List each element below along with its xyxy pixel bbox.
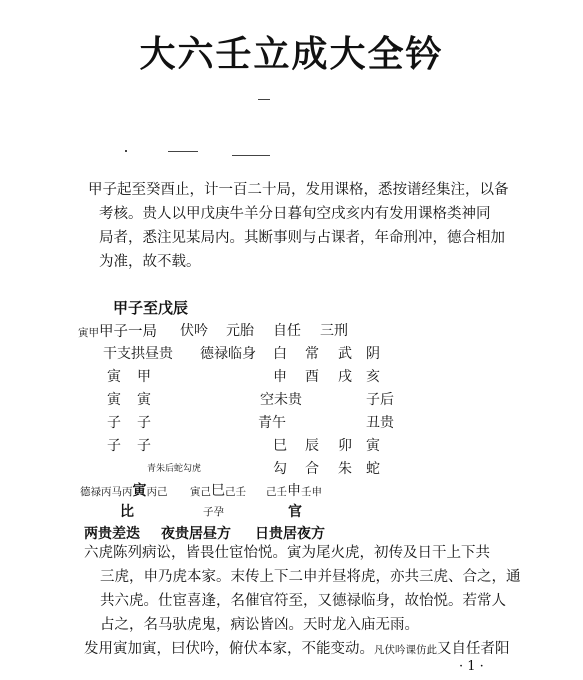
row1-mid: 德禄临身 — [200, 346, 256, 362]
book-title: 大六壬立成大全钤 — [139, 34, 444, 75]
ju-name: 甲子一局 — [99, 324, 157, 340]
body-line-2: 三虎，申乃虎本家。末传上下二申并昼将虎，亦共三虎、合之，通 — [100, 569, 521, 585]
row1-left: 干支拱昼贵 — [103, 346, 173, 362]
scan-mark — [258, 99, 270, 100]
ju-tag: 三刑 — [320, 323, 348, 339]
ju-tag: 元胎 — [226, 323, 254, 339]
ju-prefix: 寅甲 — [78, 327, 99, 339]
row1-cell: 阴 — [366, 346, 380, 362]
intro-line-1: 甲子起至癸酉止，计一百二十局，发用课格，悉按谱经集注，以备 — [88, 182, 509, 198]
body-last-main: 发用寅加寅，曰伏吟，俯伏本家，不能变动。 — [84, 641, 374, 657]
row7-e: 巳 — [211, 483, 225, 499]
row2-cell: 申 — [273, 369, 287, 385]
row1-cell: 常 — [305, 346, 319, 362]
row3-right: 子后 — [366, 392, 394, 408]
row5-cell: 巳 — [273, 438, 287, 454]
row5-cell: 辰 — [305, 438, 319, 454]
row1-cell: 武 — [338, 346, 352, 362]
row6-small: 青朱后蛇勾虎 — [147, 464, 202, 474]
row8-b: 子孕 — [203, 506, 224, 518]
row6-cell: 勾 — [273, 461, 287, 477]
row9-c: 日贵居夜方 — [255, 526, 325, 542]
row7-a: 德禄丙马丙 — [80, 486, 133, 498]
row8-a: 比 — [120, 504, 134, 520]
body-last-tail: 又自任者阳 — [437, 641, 510, 657]
row9-a: 两贵差迭 — [84, 526, 140, 542]
page-number: · 1 · — [459, 659, 484, 674]
row7-d: 寅己 — [190, 486, 211, 498]
body-last-small: 凡伏吟课仿此 — [374, 644, 437, 656]
body-line-1: 六虎陈列病讼，皆畏仕宦怡悦。寅为尾火虎，初传及日干上下共 — [84, 545, 490, 561]
ju-tag: 伏吟 — [180, 323, 208, 339]
row3-mid: 空未贵 — [260, 392, 302, 408]
row7-b: 寅 — [132, 483, 147, 499]
row2-left: 甲 — [137, 369, 151, 385]
intro-line-4: 为准，故不载。 — [99, 254, 201, 270]
row2-cell: 酉 — [305, 369, 319, 385]
row5-left: 子 — [137, 438, 151, 454]
row7-i: 壬申 — [301, 486, 322, 498]
scan-mark — [168, 151, 198, 152]
row8-c: 官 — [288, 504, 302, 520]
row7 — [80, 480, 168, 500]
body-line-5 — [84, 637, 510, 662]
ju-tag: 自任 — [273, 323, 301, 339]
row7-h: 申 — [287, 483, 301, 499]
row6-cell: 朱 — [338, 461, 352, 477]
intro-line-3: 局者，悉注见某局内。其断事则与占课者，年命刑冲，德合相加 — [99, 230, 505, 246]
scan-mark — [125, 150, 127, 152]
row2-left: 寅 — [107, 369, 121, 385]
row6-cell: 蛇 — [366, 461, 380, 477]
row7-group2 — [190, 480, 246, 500]
row5-cell: 寅 — [366, 438, 380, 454]
ju-header — [78, 320, 157, 341]
row5-cell: 卯 — [338, 438, 352, 454]
section-title: 甲子至戊辰 — [113, 299, 189, 317]
row4-right: 丑贵 — [366, 415, 394, 431]
body-line-4: 占之，名马驮虎鬼，病讼皆凶。天时龙入庙无雨。 — [100, 617, 419, 633]
row3-left: 寅 — [137, 392, 151, 408]
row2-cell: 亥 — [366, 369, 380, 385]
row2-cell: 戌 — [338, 369, 352, 385]
intro-line-2: 考核。贵人以甲戊庚牛羊分日暮旬空戌亥内有发用课格类神同 — [99, 206, 491, 222]
row3-left: 寅 — [107, 392, 121, 408]
row7-f: 己壬 — [225, 486, 246, 498]
row7-c: 丙己 — [146, 486, 168, 498]
row4-left: 子 — [137, 415, 151, 431]
row5-left: 子 — [107, 438, 121, 454]
row7-group3 — [266, 480, 322, 500]
row4-mid: 青午 — [258, 415, 286, 431]
row4-left: 子 — [107, 415, 121, 431]
row1-cell: 白 — [273, 346, 287, 362]
body-line-3: 共六虎。仕宦喜逢，名催官符至，又德禄临身，故怡悦。若常人 — [100, 593, 506, 609]
row6-cell: 合 — [305, 461, 319, 477]
row7-g: 己壬 — [266, 486, 287, 498]
row9-b: 夜贵居昼方 — [161, 526, 231, 542]
scan-mark — [232, 155, 270, 156]
